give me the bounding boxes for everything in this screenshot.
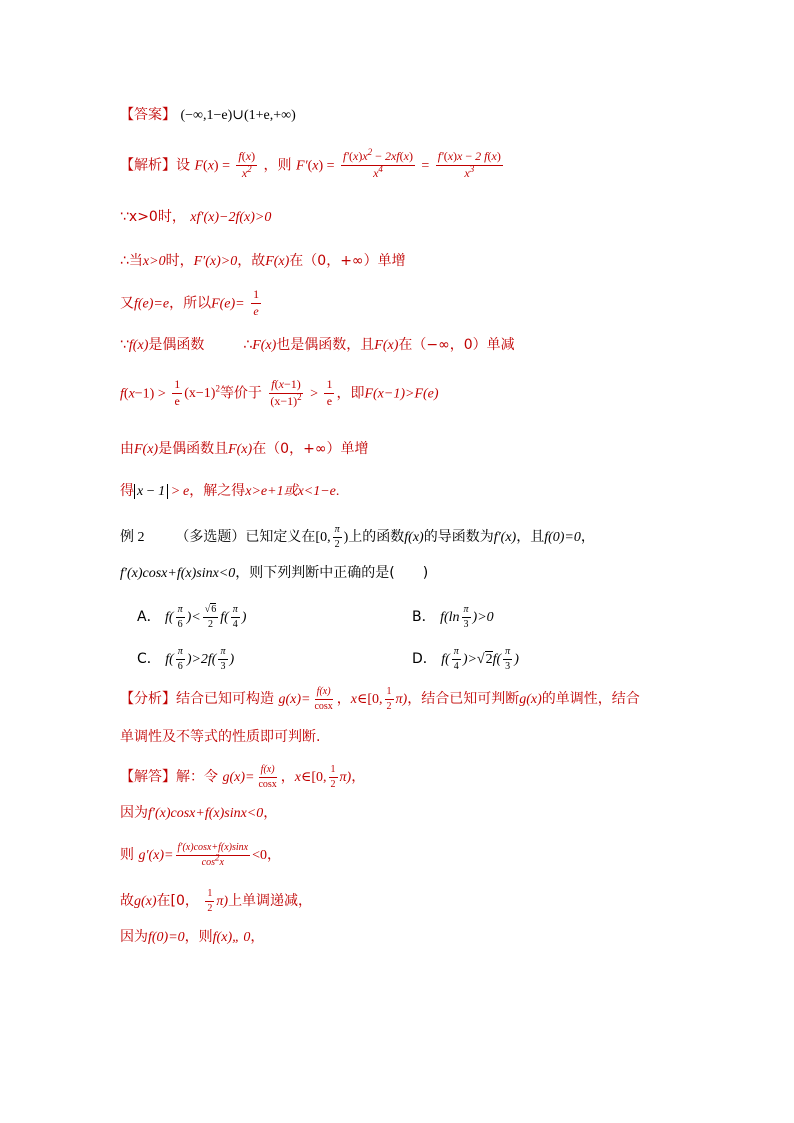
question-text: ，则下列判断中正确的是( ) [235,565,429,581]
analysis-line-2 [120,210,271,225]
option-letter: B． [412,609,436,625]
analysis-text: 在（0，+∞）单增 [252,441,369,457]
analysis-text: ，所以 [169,295,212,312]
fraction: $\frac{\pi}{4}$ [232,604,238,630]
question-text: （多选题）已知定义在 [175,529,316,545]
analysis-text: 时， [165,253,194,269]
question-text: ， [580,529,595,545]
analysis-text: 也是偶函数，且 [276,337,375,353]
option-letter: C． [137,651,161,667]
fenxi-text: 的单调性，结合 [541,691,640,707]
analysis-line-8: 得 x − 1 > e，解之得x>e+1或x<1−e. [120,483,340,499]
analysis-expr: F′(x)>0 [193,254,238,269]
analysis-expr: F(x) [228,442,253,457]
fraction: $\frac{1}{2}$ [207,888,213,914]
analysis-text: ，解之得 [189,483,246,499]
jieda-text: ， [250,929,265,945]
analysis-line-5 [120,338,515,353]
jieda-text: ， [263,805,278,821]
analysis-text: . [335,484,340,499]
option-letter: D． [412,651,437,667]
analysis-expr: F(e)= [211,296,245,312]
jieda-text: ，则 [184,929,213,945]
analysis-text: 是偶函数 [148,337,205,353]
answer-tag: 【答案】 [120,107,176,123]
question-text: 的导函数为 [423,529,494,545]
jieda-expr: f(0)=0 [148,930,185,945]
fraction: $\frac{√6}{2}$ [204,604,217,630]
question-text: ，且 [516,529,545,545]
analysis-expr: F(x) [252,338,277,353]
question-text: 上的函数 [348,529,405,545]
jieda-tag: 【解答】 [120,769,176,785]
option-b[interactable]: B． f(ln $\frac{\pi}{3}$ )>0 [412,604,494,630]
jieda-line-4: 故g(x)在[0， $\frac{1}{2}$ π)上单调递减， [120,888,313,914]
jieda-text: 因为 [120,929,148,945]
analysis-expr: F(x) [134,442,159,457]
question-expr: f′(x)cosx+f(x)sinx<0 [120,566,236,581]
jieda-expr: f(x)„ 0 [212,930,251,945]
fraction: $\frac{\pi}{3}$ [220,646,226,672]
example-label: 例 2 [120,530,145,545]
fenxi-tag: 【分析】 [120,691,176,707]
fenxi-line-1: 【分析】结合已知可构造 g(x)= $\frac{f(x)}{\cos x}$ ，x∈[0, $\frac{1}{2}$ π)，结合已知可判断g(x)的单调性，结合 [120,686,640,712]
analysis-text: ，则 [263,157,292,174]
example2-line-1: 例 2 （多选题）已知定义在[0, $\frac{\pi}{2}$ )上的函数f(x)的导函数为f′(x)，且f(0)=0， [120,524,595,550]
fraction: $\frac{1}{e}$ [174,377,181,408]
fraction: $\frac{f(x-1)}{(x-1)^2}$ [270,377,302,408]
jieda-text: ， [351,769,366,785]
fraction: $\frac{1}{2}$ [386,686,392,712]
jieda-text: 则 [120,847,134,863]
example2-line-2 [120,566,428,581]
analysis-line-6: f(x−1) > $\frac{1}{e}$ $(x-1)^2$等价于 $\frac{f(x-1)}{(x-1)^2}$ > $\frac{1}{e}$ ，即F(x−1)>F(e) [120,377,439,408]
option-d[interactable]: D． f( $\frac{\pi}{4}$ )>√2f( $\frac{\pi}{3}$ ) [412,646,519,672]
jieda-line-3: 则 g′(x)= $\frac{f'(x)\cos x+f(x)\sin x}{\cos^2x}$ <0， [120,842,281,868]
fenxi-text: ，结合已知可判断 [407,691,520,707]
analysis-tag: 【解析】 [120,157,176,174]
analysis-expr: xf′(x)−2f(x)>0 [190,210,272,225]
analysis-line-4 [120,288,263,319]
answer-line [120,108,296,123]
fenxi-text: 结合已知可构造 [176,691,274,707]
fraction: $\frac{\pi}{3}$ [463,604,469,630]
fraction: $\frac{\pi}{6}$ [177,604,183,630]
jieda-line-5 [120,930,264,945]
jieda-line-2 [120,806,277,821]
analysis-text: ∵ [120,337,129,353]
fraction: $\frac{\pi}{6}$ [177,646,183,672]
analysis-text: ，即 [336,385,365,402]
question-expr: f′(x) [493,530,517,545]
analysis-text: ∵x>0时， [120,209,186,225]
jieda-text: 因为 [120,805,148,821]
analysis-expr: x>e+1或x<1−e [245,484,336,499]
question-expr: f(x) [404,530,424,545]
jieda-expr: g(x) [134,894,157,909]
fraction: $\frac{f'(x)x - 2 f(x)}{x^3}$ [437,149,501,180]
analysis-line-1: 【解析】设 F(x) = $\frac{f(x)}{x^2}$ ，则 F′(x) = $\frac{f'(x)x^2 - 2xf(x)}{x^4}$ = $\frac{f'(x)x - 2 f(x)}{x^3}$ [120,147,501,180]
analysis-text: 在（−∞，0）单减 [398,337,515,353]
analysis-text: 设 [176,157,190,174]
analysis-expr: x>0 [142,254,166,269]
fraction: $\frac{1}{e}$ [253,287,260,318]
analysis-expr: F(x) [374,338,399,353]
analysis-text: 又 [120,295,134,312]
jieda-text: 在[0， [156,893,199,909]
option-a[interactable]: A． f( $\frac{\pi}{6}$ )< $\frac{√6}{2}$ f( $\frac{\pi}{4}$ ) [137,604,247,630]
analysis-expr: f(x) [128,338,149,353]
jieda-text: 上单调递减， [228,893,313,909]
analysis-text: ∴当 [120,253,143,269]
jieda-expr: f′(x)cosx+f(x)sinx<0 [148,806,264,821]
fraction: $\frac{f'(x)\cos x+f(x)\sin x}{\cos^2x}$ [177,842,249,868]
analysis-text: 在（0，+∞）单增 [289,253,406,269]
analysis-text: 是偶函数且 [158,441,229,457]
analysis-line-7 [120,442,369,457]
analysis-text: 等价于 [219,385,262,402]
jieda-line-1: 【解答】解：令 g(x)= $\frac{f(x)}{\cos x}$ ，x∈[0, $\frac{1}{2}$ π)， [120,764,366,790]
fraction: $\frac{f(x)}{x^2}$ [238,149,256,180]
fenxi-line-2: 单调性及不等式的性质即可判断. [120,729,321,745]
analysis-expr: F(x) [265,254,290,269]
analysis-text: ，故 [237,253,266,269]
jieda-text: 故 [120,893,134,909]
analysis-expr: F(x−1)>F(e) [364,386,439,402]
jieda-text: 解：令 [176,769,218,785]
fraction: $\frac{\pi}{4}$ [453,646,459,672]
analysis-text: 由 [120,441,134,457]
fraction: $\frac{1}{e}$ [326,377,333,408]
jieda-text: ， [267,847,281,863]
answer-value: (−∞,1−e)∪(1+e,+∞) [180,108,296,123]
analysis-text: 得 [120,483,134,499]
fraction: $\frac{\pi}{3}$ [505,646,511,672]
fraction: $\frac{f'(x)x^2 - 2xf(x)}{x^4}$ [343,147,413,180]
fraction: $\frac{1}{2}$ [330,764,336,790]
question-expr: f(0)=0 [544,530,581,545]
fraction: $\frac{f(x)}{\cos x}$ [314,686,333,712]
formula-F-def: F [194,158,204,174]
fraction: $\frac{\pi}{2}$ [334,524,340,550]
fenxi-expr: g(x) [519,692,542,707]
analysis-text: ∴ [243,337,253,353]
option-letter: A． [137,609,161,625]
analysis-expr: f(e)=e [134,296,170,312]
analysis-line-3 [120,254,406,269]
fraction: $\frac{f(x)}{\cos x}$ [258,764,277,790]
option-c[interactable]: C． f( $\frac{\pi}{6}$ )>2f( $\frac{\pi}{3}$ ) [137,646,235,672]
